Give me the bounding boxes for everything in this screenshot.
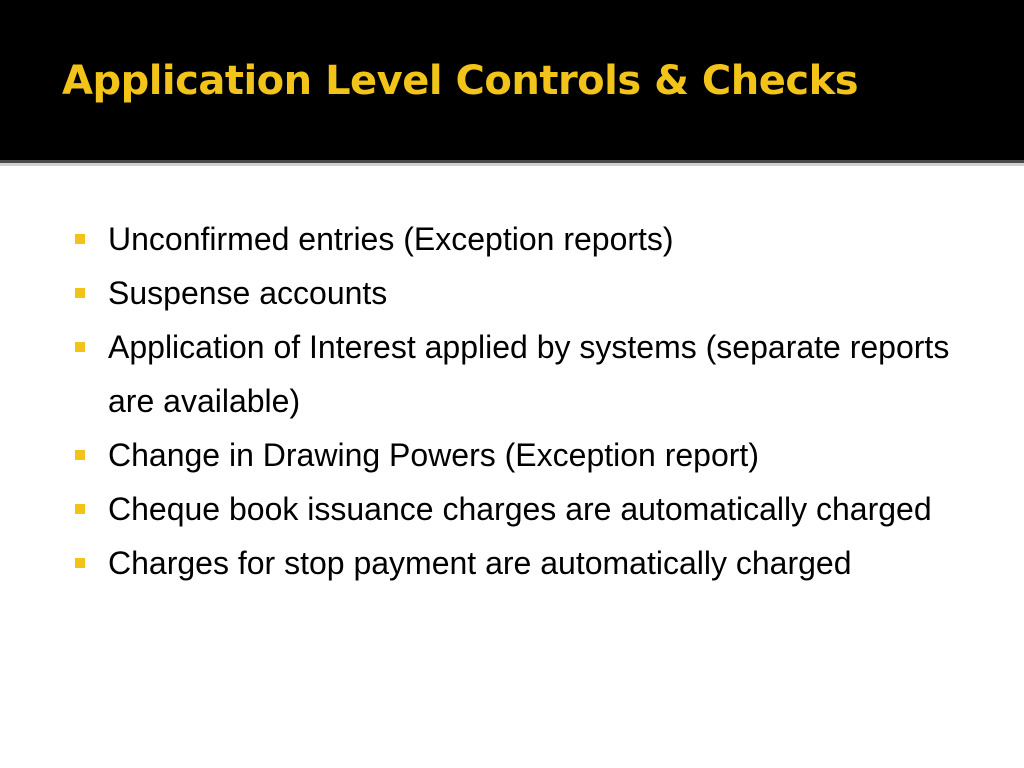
square-bullet-icon bbox=[75, 558, 85, 568]
bullet-item bbox=[72, 212, 972, 266]
title-band bbox=[0, 0, 1024, 160]
square-bullet-icon bbox=[75, 234, 85, 244]
bullet-item bbox=[72, 536, 972, 590]
bullet-text: Application of Interest applied by systems (separate reports are available) bbox=[108, 329, 950, 419]
bullet-text: Charges for stop payment are automatically charged bbox=[108, 545, 852, 581]
bullet-text: Suspense accounts bbox=[108, 275, 388, 311]
slide-title: Application Level Controls & Checks bbox=[62, 58, 858, 104]
square-bullet-icon bbox=[75, 288, 85, 298]
bullet-item bbox=[72, 428, 972, 482]
title-divider-light bbox=[0, 163, 1024, 166]
bullet-text: Change in Drawing Powers (Exception report) bbox=[108, 437, 759, 473]
bullet-item bbox=[72, 320, 972, 428]
bullet-text: Unconfirmed entries (Exception reports) bbox=[108, 221, 674, 257]
square-bullet-icon bbox=[75, 342, 85, 352]
square-bullet-icon bbox=[75, 504, 85, 514]
square-bullet-icon bbox=[75, 450, 85, 460]
bullet-list bbox=[72, 212, 972, 590]
bullet-item bbox=[72, 266, 972, 320]
bullet-text: Cheque book issuance charges are automatically charged bbox=[108, 491, 932, 527]
bullet-item bbox=[72, 482, 972, 536]
